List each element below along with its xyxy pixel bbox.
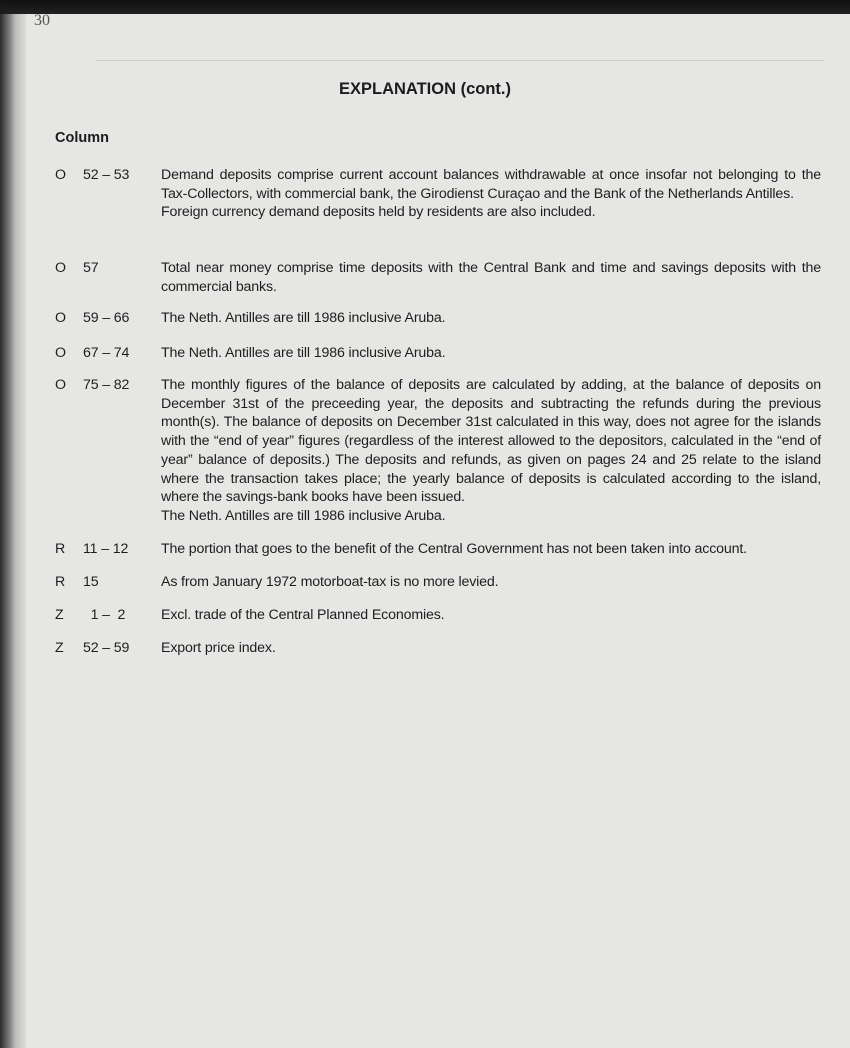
column-range: 15 bbox=[83, 574, 99, 590]
entry-text: Excl. trade of the Central Planned Economies. bbox=[161, 607, 445, 623]
entry-text: Export price index. bbox=[161, 640, 276, 656]
entry-text: Demand deposits comprise current account balances withdrawable at once insofar not belonging to the Tax-Collectors, with commercial bank, the Girodienst Curaçao and the Bank of the Netherlands Antilles. bbox=[161, 167, 821, 202]
column-range: 67 – 74 bbox=[83, 345, 130, 361]
table-letter: O bbox=[55, 310, 66, 326]
table-letter: O bbox=[55, 377, 66, 393]
table-letter: Z bbox=[55, 640, 64, 656]
entry-text: As from January 1972 motorboat-tax is no more levied. bbox=[161, 574, 499, 590]
bleed-through-rule bbox=[95, 60, 825, 61]
table-letter: R bbox=[55, 541, 66, 557]
table-letter: O bbox=[55, 167, 66, 183]
entry-text: The Neth. Antilles are till 1986 inclusive Aruba. bbox=[161, 310, 446, 326]
column-range: 57 bbox=[83, 260, 99, 276]
entry-text: Total near money comprise time deposits with the Central Bank and time and savings deposits with the commercial banks. bbox=[161, 260, 821, 295]
entry-text: The Neth. Antilles are till 1986 inclusive Aruba. bbox=[161, 345, 446, 361]
column-heading: Column bbox=[55, 130, 109, 146]
entry-text: The monthly figures of the balance of deposits are calculated by adding, at the balance of deposits on December 31st of the preceeding year, the deposits and subtracting the refunds during the previous month(s). The balance of deposits on December 31st calculated in this way, does not agree for the islands with the “end of year” figures (regardless of the interest allowed to the depositors, calculated in the “end of year” balance of deposits.) The deposits and refunds, as given on pages 24 and 25 relate to the island where the transaction takes place; the yearly balance of deposits is calculated according to the island, where the savings-bank books have been issued. bbox=[161, 377, 821, 506]
page-number: 30 bbox=[34, 12, 50, 29]
column-range: 75 – 82 bbox=[83, 377, 130, 393]
column-range: 52 – 53 bbox=[83, 167, 130, 183]
column-range: 52 – 59 bbox=[83, 640, 130, 656]
table-letter: R bbox=[55, 574, 66, 590]
entry-text: Foreign currency demand deposits held by residents are also included. bbox=[161, 204, 596, 221]
column-range: 59 – 66 bbox=[83, 310, 130, 326]
table-letter: Z bbox=[55, 607, 64, 623]
entry-text: The portion that goes to the benefit of the Central Government has not been taken into account. bbox=[161, 541, 747, 557]
page-title: EXPLANATION (cont.) bbox=[338, 80, 512, 98]
table-letter: O bbox=[55, 260, 66, 276]
book-spine bbox=[0, 14, 26, 1048]
entry-text: The Neth. Antilles are till 1986 inclusive Aruba. bbox=[161, 507, 446, 524]
column-range: 11 – 12 bbox=[83, 541, 129, 557]
table-letter: O bbox=[55, 345, 66, 361]
column-range: 1 – 2 bbox=[83, 607, 126, 623]
